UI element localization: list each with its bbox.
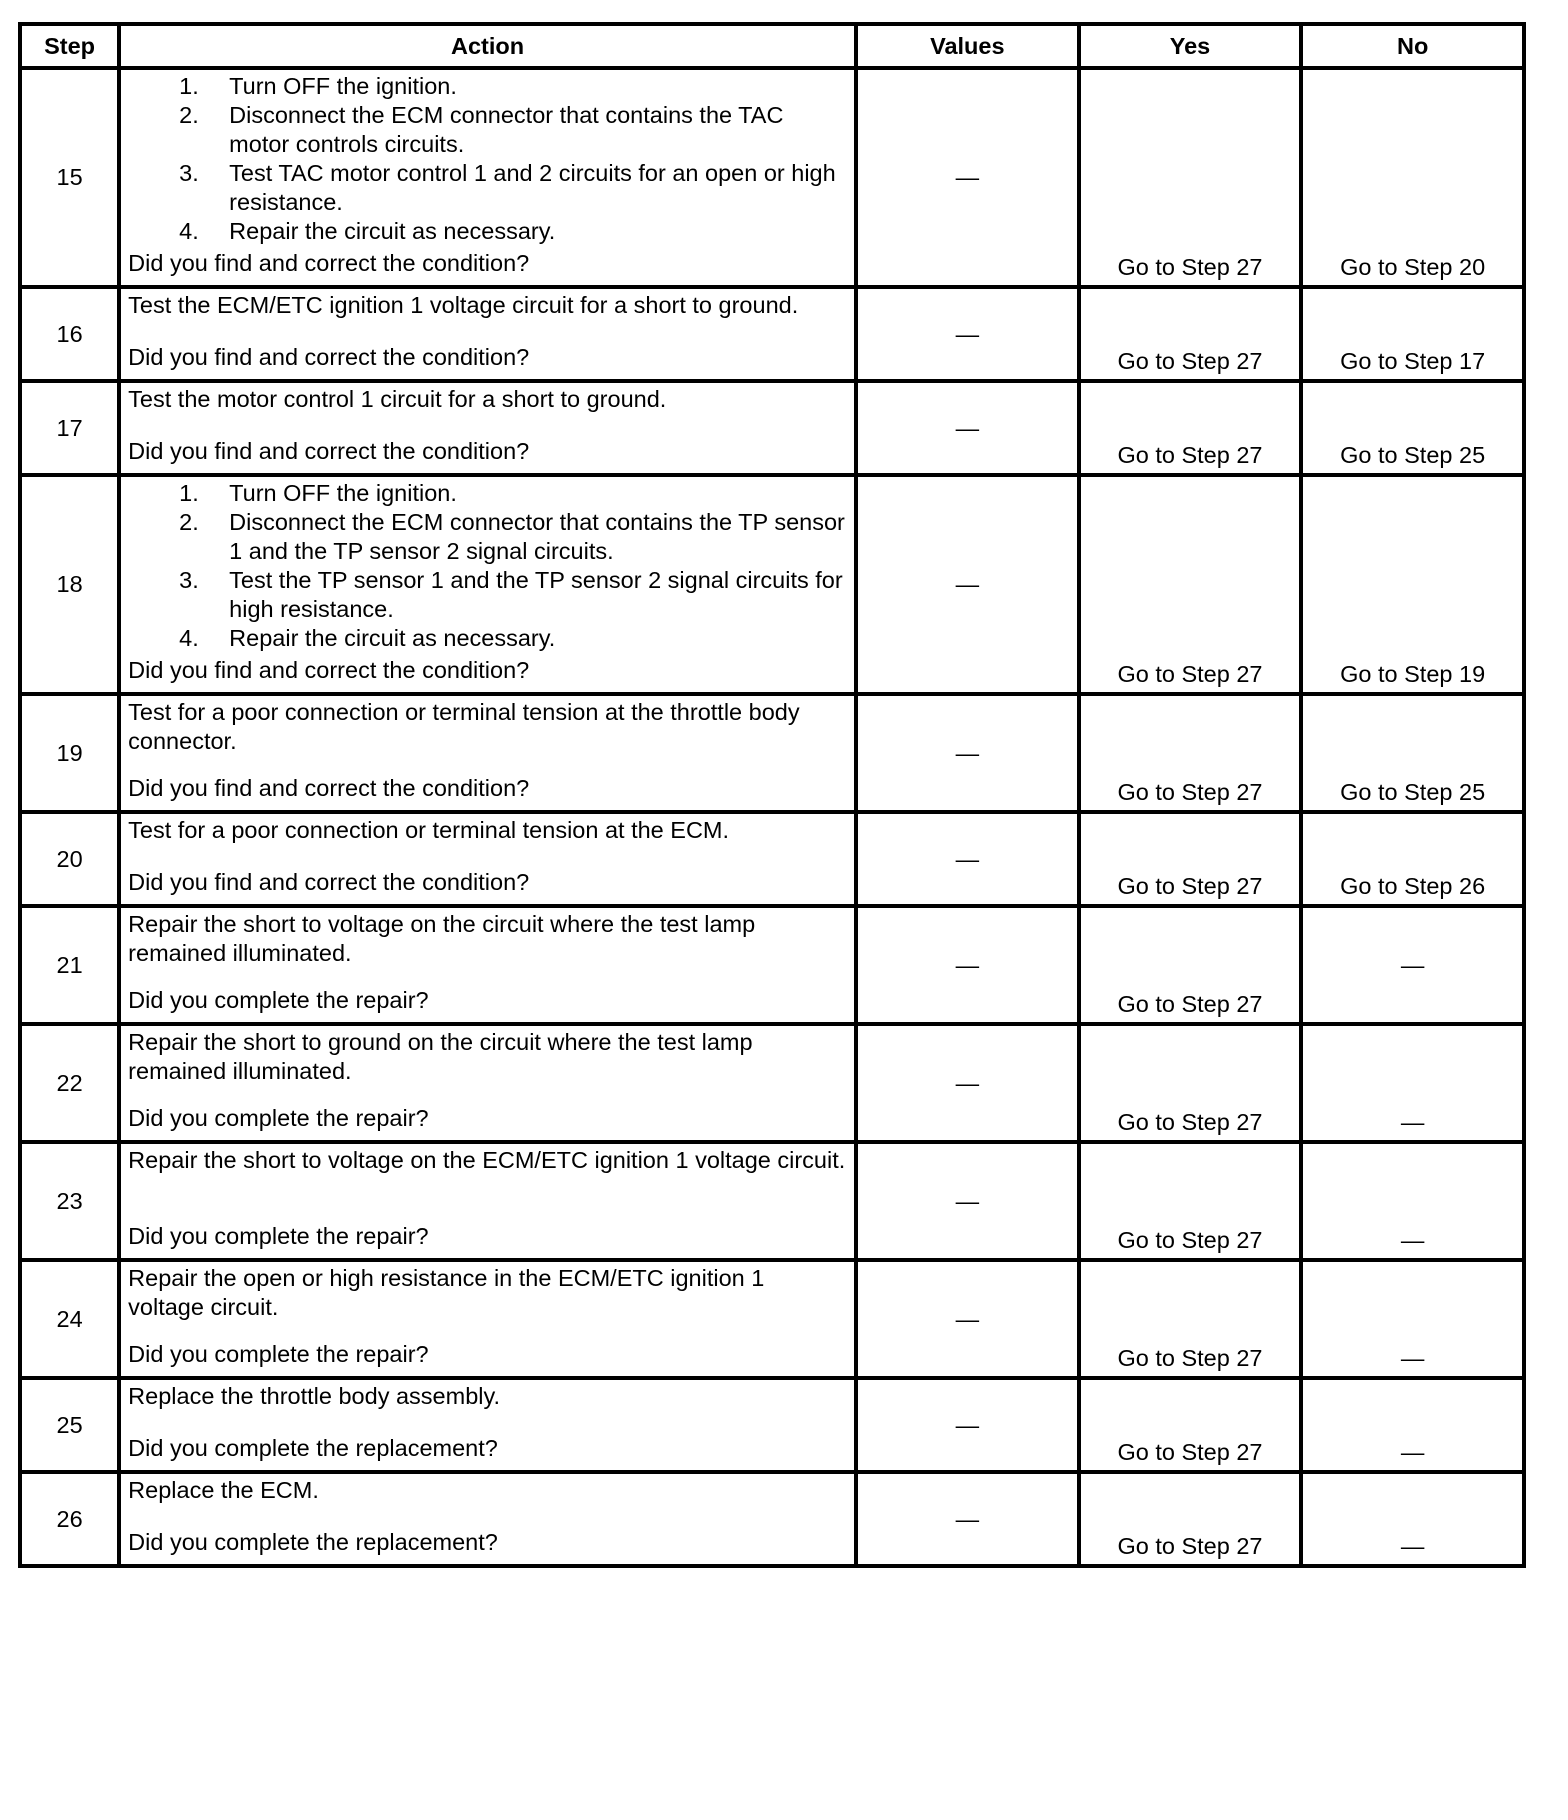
action-text: Repair the short to voltage on the ECM/ETC ignition 1 voltage circuit. (128, 1147, 846, 1173)
action-question: Did you find and correct the condition? (128, 344, 530, 370)
action-question: Did you find and correct the condition? (128, 775, 530, 801)
table-row (20, 906, 1524, 1024)
action-cell (119, 1024, 856, 1142)
yes-result: Go to Step 27 (1079, 475, 1302, 694)
yes-result: Go to Step 27 (1079, 1260, 1302, 1378)
action-content (128, 291, 846, 372)
action-instructions (128, 816, 846, 845)
instruction-text: Test the TP sensor 1 and the TP sensor 2 signal circuits for high resistance. (229, 567, 843, 622)
action-text: Repair the short to ground on the circuit where the test lamp remained illuminated. (128, 1029, 753, 1084)
no-result: — (1301, 1260, 1524, 1378)
yes-result: Go to Step 27 (1079, 1024, 1302, 1142)
instruction-text: Repair the circuit as necessary. (229, 625, 556, 651)
action-text: Test for a poor connection or terminal tension at the ECM. (128, 817, 730, 843)
instruction-number: 1. (179, 480, 199, 506)
step-number: 23 (20, 1142, 119, 1260)
no-result: Go to Step 19 (1301, 475, 1524, 694)
action-cell (119, 287, 856, 381)
step-number: 25 (20, 1378, 119, 1472)
table-header-row (20, 24, 1524, 68)
instruction-item (128, 217, 846, 246)
step-number: 17 (20, 381, 119, 475)
no-result: Go to Step 17 (1301, 287, 1524, 381)
no-result: Go to Step 25 (1301, 381, 1524, 475)
instruction-list (128, 479, 846, 653)
instruction-item (128, 159, 846, 217)
values-cell: — (856, 475, 1079, 694)
instruction-item (128, 624, 846, 653)
action-instructions (128, 1382, 846, 1411)
step-number: 20 (20, 812, 119, 906)
step-number: 19 (20, 694, 119, 812)
table-row (20, 694, 1524, 812)
header-no: No (1301, 24, 1524, 68)
action-cell (119, 1472, 856, 1566)
action-content (128, 385, 846, 466)
action-text: Test for a poor connection or terminal tension at the throttle body connector. (128, 699, 800, 754)
action-content (128, 910, 846, 1015)
header-values: Values (856, 24, 1079, 68)
step-number: 22 (20, 1024, 119, 1142)
action-content (128, 479, 846, 685)
no-result: Go to Step 20 (1301, 68, 1524, 287)
values-cell: — (856, 694, 1079, 812)
step-number: 16 (20, 287, 119, 381)
action-question: Did you complete the replacement? (128, 1529, 498, 1555)
action-cell (119, 475, 856, 694)
values-cell: — (856, 1260, 1079, 1378)
instruction-number: 4. (179, 218, 199, 244)
action-cell (119, 906, 856, 1024)
yes-result: Go to Step 27 (1079, 1142, 1302, 1260)
yes-result: Go to Step 27 (1079, 1472, 1302, 1566)
values-cell: — (856, 287, 1079, 381)
action-content (128, 816, 846, 897)
action-instructions (128, 698, 846, 756)
action-instructions (128, 1476, 846, 1505)
table-row (20, 1472, 1524, 1566)
instruction-item (128, 566, 846, 624)
header-step: Step (20, 24, 119, 68)
action-question: Did you find and correct the condition? (128, 869, 530, 895)
action-text: Repair the open or high resistance in the ECM/ETC ignition 1 voltage circuit. (128, 1265, 765, 1320)
action-instructions (128, 479, 846, 653)
instruction-text: Turn OFF the ignition. (229, 480, 457, 506)
instruction-number: 3. (179, 160, 199, 186)
action-instructions (128, 1264, 846, 1322)
instruction-item (128, 101, 846, 159)
action-question: Did you complete the repair? (128, 987, 429, 1013)
values-cell: — (856, 906, 1079, 1024)
action-text: Replace the ECM. (128, 1477, 319, 1503)
instruction-number: 3. (179, 567, 199, 593)
instruction-text: Turn OFF the ignition. (229, 73, 457, 99)
instruction-text: Disconnect the ECM connector that contains the TP sensor 1 and the TP sensor 2 signal circuits. (229, 509, 845, 564)
instruction-number: 2. (179, 102, 199, 128)
action-content (128, 1476, 846, 1557)
yes-result: Go to Step 27 (1079, 287, 1302, 381)
table-row (20, 287, 1524, 381)
table-row (20, 812, 1524, 906)
step-number: 26 (20, 1472, 119, 1566)
action-content (128, 72, 846, 278)
action-question: Did you complete the repair? (128, 1341, 429, 1367)
action-instructions (128, 1028, 846, 1086)
instruction-text: Disconnect the ECM connector that contains the TAC motor controls circuits. (229, 102, 784, 157)
action-question: Did you find and correct the condition? (128, 438, 530, 464)
action-text: Test the motor control 1 circuit for a short to ground. (128, 386, 667, 412)
table-row (20, 1260, 1524, 1378)
table-row (20, 1142, 1524, 1260)
instruction-list (128, 72, 846, 246)
table-row (20, 1024, 1524, 1142)
action-cell (119, 68, 856, 287)
yes-result: Go to Step 27 (1079, 906, 1302, 1024)
header-yes: Yes (1079, 24, 1302, 68)
action-instructions (128, 910, 846, 968)
action-content (128, 1028, 846, 1133)
step-number: 24 (20, 1260, 119, 1378)
action-instructions (128, 291, 846, 320)
action-cell (119, 694, 856, 812)
step-number: 18 (20, 475, 119, 694)
table-row (20, 475, 1524, 694)
yes-result: Go to Step 27 (1079, 381, 1302, 475)
yes-result: Go to Step 27 (1079, 812, 1302, 906)
action-question: Did you complete the repair? (128, 1105, 429, 1131)
instruction-item (128, 508, 846, 566)
action-cell (119, 1378, 856, 1472)
no-result: — (1301, 1378, 1524, 1472)
action-question: Did you complete the repair? (128, 1223, 429, 1249)
action-question: Did you find and correct the condition? (128, 657, 530, 683)
table-row (20, 381, 1524, 475)
action-question: Did you find and correct the condition? (128, 250, 530, 276)
action-instructions (128, 1146, 846, 1175)
action-instructions (128, 72, 846, 246)
action-content (128, 1264, 846, 1369)
action-question: Did you complete the replacement? (128, 1435, 498, 1461)
no-result: — (1301, 1024, 1524, 1142)
action-content (128, 1146, 846, 1251)
action-content (128, 1382, 846, 1463)
action-text: Test the ECM/ETC ignition 1 voltage circuit for a short to ground. (128, 292, 799, 318)
table-body (20, 68, 1524, 1566)
no-result: — (1301, 1472, 1524, 1566)
table-row (20, 68, 1524, 287)
yes-result: Go to Step 27 (1079, 68, 1302, 287)
no-result: — (1301, 1142, 1524, 1260)
instruction-number: 1. (179, 73, 199, 99)
action-text: Repair the short to voltage on the circuit where the test lamp remained illuminated. (128, 911, 756, 966)
action-text: Replace the throttle body assembly. (128, 1383, 501, 1409)
action-instructions (128, 385, 846, 414)
action-cell (119, 812, 856, 906)
action-cell (119, 381, 856, 475)
instruction-number: 2. (179, 509, 199, 535)
yes-result: Go to Step 27 (1079, 694, 1302, 812)
action-content (128, 698, 846, 803)
values-cell: — (856, 1024, 1079, 1142)
values-cell: — (856, 1142, 1079, 1260)
instruction-item (128, 72, 846, 101)
instruction-item (128, 479, 846, 508)
instruction-text: Repair the circuit as necessary. (229, 218, 556, 244)
values-cell: — (856, 1378, 1079, 1472)
action-cell (119, 1142, 856, 1260)
diagnostic-procedure-table (18, 22, 1526, 1568)
values-cell: — (856, 812, 1079, 906)
instruction-text: Test TAC motor control 1 and 2 circuits for an open or high resistance. (229, 160, 836, 215)
no-result: Go to Step 25 (1301, 694, 1524, 812)
step-number: 21 (20, 906, 119, 1024)
header-action: Action (119, 24, 856, 68)
values-cell: — (856, 381, 1079, 475)
values-cell: — (856, 68, 1079, 287)
step-number: 15 (20, 68, 119, 287)
table-row (20, 1378, 1524, 1472)
yes-result: Go to Step 27 (1079, 1378, 1302, 1472)
no-result: — (1301, 906, 1524, 1024)
instruction-number: 4. (179, 625, 199, 651)
action-cell (119, 1260, 856, 1378)
values-cell: — (856, 1472, 1079, 1566)
no-result: Go to Step 26 (1301, 812, 1524, 906)
